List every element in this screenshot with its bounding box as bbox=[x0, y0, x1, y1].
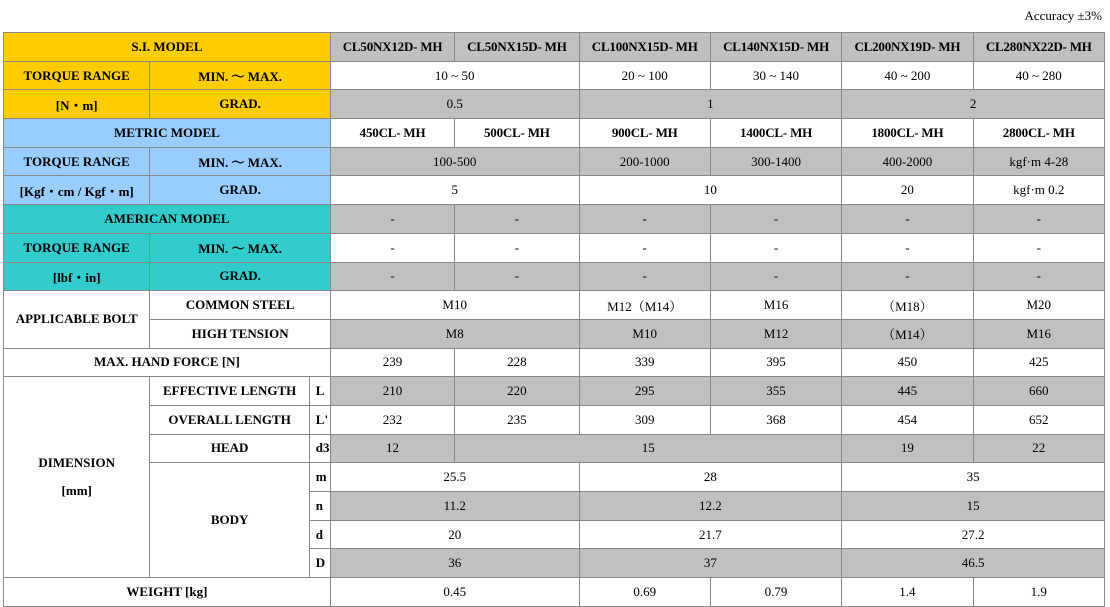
body-m-3: 35 bbox=[842, 463, 1105, 492]
metric-torque-label: TORQUE RANGE bbox=[4, 147, 150, 176]
si-model-2: CL50NX15D- MH bbox=[455, 33, 579, 62]
american-torque-unit: [lbf・in] bbox=[4, 262, 150, 291]
metric-model-3: 900CL- MH bbox=[579, 119, 710, 148]
si-range-4: 40 ~ 200 bbox=[842, 61, 973, 90]
bolt-high-row bbox=[4, 319, 1105, 348]
american-minmax-label: MIN. ～ MAX. bbox=[150, 233, 330, 262]
metric-model-label: METRIC MODEL bbox=[4, 119, 331, 148]
si-torque-unit: [N・m] bbox=[4, 90, 150, 119]
hand-force-3: 339 bbox=[579, 348, 710, 377]
effective-length-1: 210 bbox=[330, 377, 454, 406]
bolt-common-3: M16 bbox=[710, 291, 841, 320]
bolt-high-4: （M14） bbox=[842, 319, 973, 348]
overall-length-2: 235 bbox=[455, 405, 579, 434]
dimension-label bbox=[4, 377, 150, 578]
body-m-2: 28 bbox=[579, 463, 842, 492]
hand-force-5: 450 bbox=[842, 348, 973, 377]
american-grad-3: - bbox=[579, 262, 710, 291]
effective-length-row bbox=[4, 377, 1105, 406]
overall-length-3: 309 bbox=[579, 405, 710, 434]
american-grad-1: - bbox=[330, 262, 454, 291]
american-range-6: - bbox=[973, 233, 1104, 262]
american-model-6: - bbox=[973, 205, 1104, 234]
body-m-1: 25.5 bbox=[330, 463, 579, 492]
overall-length-6: 652 bbox=[973, 405, 1104, 434]
body-D-symbol: D bbox=[309, 549, 330, 578]
body-d-2: 21.7 bbox=[579, 520, 842, 549]
body-label: BODY bbox=[150, 463, 309, 578]
overall-length-label: OVERALL LENGTH bbox=[150, 405, 309, 434]
si-torque-label: TORQUE RANGE bbox=[4, 61, 150, 90]
american-range-2: - bbox=[455, 233, 579, 262]
bolt-high-label: HIGH TENSION bbox=[150, 319, 330, 348]
american-model-1: - bbox=[330, 205, 454, 234]
metric-grad-row bbox=[4, 176, 1105, 205]
metric-model-6: 2800CL- MH bbox=[973, 119, 1104, 148]
body-D-2: 37 bbox=[579, 549, 842, 578]
metric-grad-2: 10 bbox=[579, 176, 842, 205]
american-grad-6: - bbox=[973, 262, 1104, 291]
metric-model-1: 450CL- MH bbox=[330, 119, 454, 148]
metric-range-2: 200-1000 bbox=[579, 147, 710, 176]
overall-length-4: 368 bbox=[710, 405, 841, 434]
si-model-label: S.I. MODEL bbox=[4, 33, 331, 62]
weight-5: 1.9 bbox=[973, 578, 1104, 607]
accuracy-note: Accuracy ±3% bbox=[1024, 8, 1102, 23]
bolt-high-1: M8 bbox=[330, 319, 579, 348]
body-d-1: 20 bbox=[330, 520, 579, 549]
metric-range-1: 100-500 bbox=[330, 147, 579, 176]
bolt-common-2: M12（M14） bbox=[579, 291, 710, 320]
si-model-6: CL280NX22D- MH bbox=[973, 33, 1104, 62]
body-D-1: 36 bbox=[330, 549, 579, 578]
weight-1: 0.45 bbox=[330, 578, 579, 607]
bolt-common-label: COMMON STEEL bbox=[150, 291, 330, 320]
dimension-title: DIMENSION bbox=[38, 455, 115, 471]
head-label: HEAD bbox=[150, 434, 309, 463]
american-range-4: - bbox=[710, 233, 841, 262]
overall-length-1: 232 bbox=[330, 405, 454, 434]
overall-length-symbol: L' bbox=[309, 405, 330, 434]
si-minmax-label: MIN. ～ MAX. bbox=[150, 61, 330, 90]
effective-length-label: EFFECTIVE LENGTH bbox=[150, 377, 309, 406]
metric-model-row bbox=[4, 119, 1105, 148]
effective-length-symbol: L bbox=[309, 377, 330, 406]
body-n-2: 12.2 bbox=[579, 492, 842, 521]
bolt-label: APPLICABLE BOLT bbox=[4, 291, 150, 348]
effective-length-2: 220 bbox=[455, 377, 579, 406]
hand-force-6: 425 bbox=[973, 348, 1104, 377]
dimension-unit: [mm] bbox=[61, 483, 92, 499]
torque-wrench-spec-table bbox=[3, 32, 1105, 607]
effective-length-5: 445 bbox=[842, 377, 973, 406]
weight-2: 0.69 bbox=[579, 578, 710, 607]
hand-force-2: 228 bbox=[455, 348, 579, 377]
si-range-row bbox=[4, 61, 1105, 90]
si-grad-2: 1 bbox=[579, 90, 842, 119]
metric-range-5: kgf·m 4-28 bbox=[973, 147, 1104, 176]
body-n-3: 15 bbox=[842, 492, 1105, 521]
si-range-2: 20 ~ 100 bbox=[579, 61, 710, 90]
si-model-5: CL200NX19D- MH bbox=[842, 33, 973, 62]
si-range-3: 30 ~ 140 bbox=[710, 61, 841, 90]
hand-force-4: 395 bbox=[710, 348, 841, 377]
american-grad-row bbox=[4, 262, 1105, 291]
metric-grad-3: 20 bbox=[842, 176, 973, 205]
si-model-3: CL100NX15D- MH bbox=[579, 33, 710, 62]
metric-grad-label: GRAD. bbox=[150, 176, 330, 205]
metric-torque-unit: [Kgf・cm / Kgf・m] bbox=[4, 176, 150, 205]
american-grad-5: - bbox=[842, 262, 973, 291]
hand-force-1: 239 bbox=[330, 348, 454, 377]
head-1: 12 bbox=[330, 434, 454, 463]
american-model-3: - bbox=[579, 205, 710, 234]
metric-model-2: 500CL- MH bbox=[455, 119, 579, 148]
metric-range-3: 300-1400 bbox=[710, 147, 841, 176]
head-2: 15 bbox=[455, 434, 842, 463]
american-range-5: - bbox=[842, 233, 973, 262]
weight-label: WEIGHT [kg] bbox=[4, 578, 331, 607]
bolt-high-5: M16 bbox=[973, 319, 1104, 348]
american-grad-label: GRAD. bbox=[150, 262, 330, 291]
weight-row bbox=[4, 578, 1105, 607]
body-D-3: 46.5 bbox=[842, 549, 1105, 578]
si-model-1: CL50NX12D- MH bbox=[330, 33, 454, 62]
bolt-common-row bbox=[4, 291, 1105, 320]
weight-3: 0.79 bbox=[710, 578, 841, 607]
bolt-high-3: M12 bbox=[710, 319, 841, 348]
metric-minmax-label: MIN. ～ MAX. bbox=[150, 147, 330, 176]
american-model-4: - bbox=[710, 205, 841, 234]
american-range-row bbox=[4, 233, 1105, 262]
body-m-symbol: m bbox=[309, 463, 330, 492]
si-model-row bbox=[4, 33, 1105, 62]
effective-length-6: 660 bbox=[973, 377, 1104, 406]
body-d-symbol: d bbox=[309, 520, 330, 549]
american-grad-2: - bbox=[455, 262, 579, 291]
body-d-3: 27.2 bbox=[842, 520, 1105, 549]
head-row bbox=[4, 434, 1105, 463]
bolt-high-2: M10 bbox=[579, 319, 710, 348]
bolt-common-5: M20 bbox=[973, 291, 1104, 320]
si-grad-1: 0.5 bbox=[330, 90, 579, 119]
hand-force-label: MAX. HAND FORCE [N] bbox=[4, 348, 331, 377]
head-3: 19 bbox=[842, 434, 973, 463]
metric-model-5: 1800CL- MH bbox=[842, 119, 973, 148]
bolt-common-4: （M18） bbox=[842, 291, 973, 320]
si-grad-label: GRAD. bbox=[150, 90, 330, 119]
overall-length-row bbox=[4, 405, 1105, 434]
effective-length-4: 355 bbox=[710, 377, 841, 406]
head-4: 22 bbox=[973, 434, 1104, 463]
si-grad-row bbox=[4, 90, 1105, 119]
american-model-label: AMERICAN MODEL bbox=[4, 205, 331, 234]
american-model-2: - bbox=[455, 205, 579, 234]
head-symbol: d3 bbox=[309, 434, 330, 463]
overall-length-5: 454 bbox=[842, 405, 973, 434]
american-grad-4: - bbox=[710, 262, 841, 291]
weight-4: 1.4 bbox=[842, 578, 973, 607]
metric-range-row bbox=[4, 147, 1105, 176]
metric-grad-1: 5 bbox=[330, 176, 579, 205]
body-n-1: 11.2 bbox=[330, 492, 579, 521]
si-grad-3: 2 bbox=[842, 90, 1105, 119]
body-m-row bbox=[4, 463, 1105, 492]
metric-range-4: 400-2000 bbox=[842, 147, 973, 176]
si-range-1: 10 ~ 50 bbox=[330, 61, 579, 90]
si-model-4: CL140NX15D- MH bbox=[710, 33, 841, 62]
bolt-common-1: M10 bbox=[330, 291, 579, 320]
metric-model-4: 1400CL- MH bbox=[710, 119, 841, 148]
american-model-5: - bbox=[842, 205, 973, 234]
american-range-1: - bbox=[330, 233, 454, 262]
american-model-row bbox=[4, 205, 1105, 234]
si-range-5: 40 ~ 280 bbox=[973, 61, 1104, 90]
body-n-symbol: n bbox=[309, 492, 330, 521]
hand-force-row bbox=[4, 348, 1105, 377]
effective-length-3: 295 bbox=[579, 377, 710, 406]
american-range-3: - bbox=[579, 233, 710, 262]
american-torque-label: TORQUE RANGE bbox=[4, 233, 150, 262]
metric-grad-4: kgf·m 0.2 bbox=[973, 176, 1104, 205]
